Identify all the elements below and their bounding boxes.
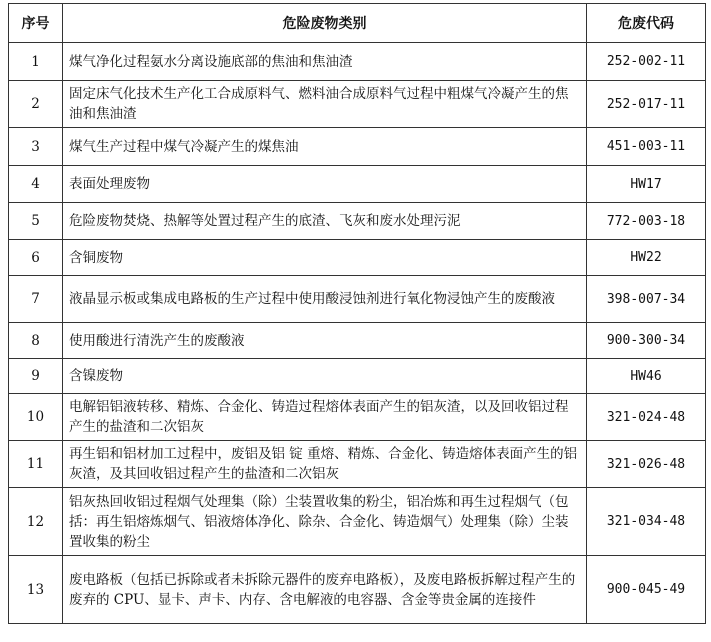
row-category: 废电路板（包括已拆除或者未拆除元器件的废弃电路板），及废电路板拆解过程产生的废弃的 CPU、显卡、声卡、内存、含电解液的电容器、含金等贵金属的连接件 <box>63 556 587 624</box>
row-no: 7 <box>9 276 63 323</box>
row-category: 煤气净化过程氨水分离设施底部的焦油和焦油渣 <box>63 43 587 81</box>
row-code: HW22 <box>587 240 706 276</box>
row-no: 2 <box>9 81 63 128</box>
row-no: 12 <box>9 488 63 556</box>
row-no: 3 <box>9 128 63 166</box>
row-category: 表面处理废物 <box>63 166 587 203</box>
table-row <box>9 394 706 441</box>
row-code: HW17 <box>587 166 706 203</box>
row-category: 含镍废物 <box>63 359 587 394</box>
header-category: 危险废物类别 <box>63 4 587 43</box>
row-code: 900-300-34 <box>587 323 706 359</box>
row-code: 900-045-49 <box>587 556 706 624</box>
row-code: 398-007-34 <box>587 276 706 323</box>
header-no: 序号 <box>9 4 63 43</box>
row-category: 使用酸进行清洗产生的废酸液 <box>63 323 587 359</box>
row-code: 772-003-18 <box>587 203 706 240</box>
row-code: 451-003-11 <box>587 128 706 166</box>
row-category: 液晶显示板或集成电路板的生产过程中使用酸浸蚀剂进行氧化物浸蚀产生的废酸液 <box>63 276 587 323</box>
table-header-row <box>9 4 706 43</box>
row-no: 10 <box>9 394 63 441</box>
table-row <box>9 203 706 240</box>
table-row <box>9 240 706 276</box>
row-no: 1 <box>9 43 63 81</box>
row-category: 含铜废物 <box>63 240 587 276</box>
row-no: 13 <box>9 556 63 624</box>
row-code: 321-024-48 <box>587 394 706 441</box>
row-code: HW46 <box>587 359 706 394</box>
row-no: 6 <box>9 240 63 276</box>
hazardous-waste-table <box>8 3 706 624</box>
row-category: 铝灰热回收铝过程烟气处理集（除）尘装置收集的粉尘，铝冶炼和再生过程烟气（包括：再生铝熔炼烟气、铝液熔体净化、除杂、合金化、铸造烟气）处理集（除）尘装置收集的粉尘 <box>63 488 587 556</box>
row-no: 8 <box>9 323 63 359</box>
row-code: 252-002-11 <box>587 43 706 81</box>
row-code: 321-034-48 <box>587 488 706 556</box>
row-code: 321-026-48 <box>587 441 706 488</box>
table-row <box>9 323 706 359</box>
table-row <box>9 128 706 166</box>
table-row <box>9 488 706 556</box>
table-row <box>9 43 706 81</box>
row-category: 煤气生产过程中煤气冷凝产生的煤焦油 <box>63 128 587 166</box>
row-no: 5 <box>9 203 63 240</box>
table-row <box>9 166 706 203</box>
row-no: 11 <box>9 441 63 488</box>
row-category: 电解铝铝液转移、精炼、合金化、铸造过程熔体表面产生的铝灰渣，以及回收铝过程产生的盐渣和二次铝灰 <box>63 394 587 441</box>
table-row <box>9 556 706 624</box>
row-category: 危险废物焚烧、热解等处置过程产生的底渣、飞灰和废水处理污泥 <box>63 203 587 240</box>
table-row <box>9 359 706 394</box>
table-row <box>9 276 706 323</box>
header-code: 危废代码 <box>587 4 706 43</box>
row-no: 4 <box>9 166 63 203</box>
row-no: 9 <box>9 359 63 394</box>
row-category: 固定床气化技术生产化工合成原料气、燃料油合成原料气过程中粗煤气冷凝产生的焦油和焦油渣 <box>63 81 587 128</box>
row-code: 252-017-11 <box>587 81 706 128</box>
table-row <box>9 441 706 488</box>
row-category: 再生铝和铝材加工过程中，废铝及铝 锭 重熔、精炼、合金化、铸造熔体表面产生的铝灰渣，及其回收铝过程产生的盐渣和二次铝灰 <box>63 441 587 488</box>
table-row <box>9 81 706 128</box>
